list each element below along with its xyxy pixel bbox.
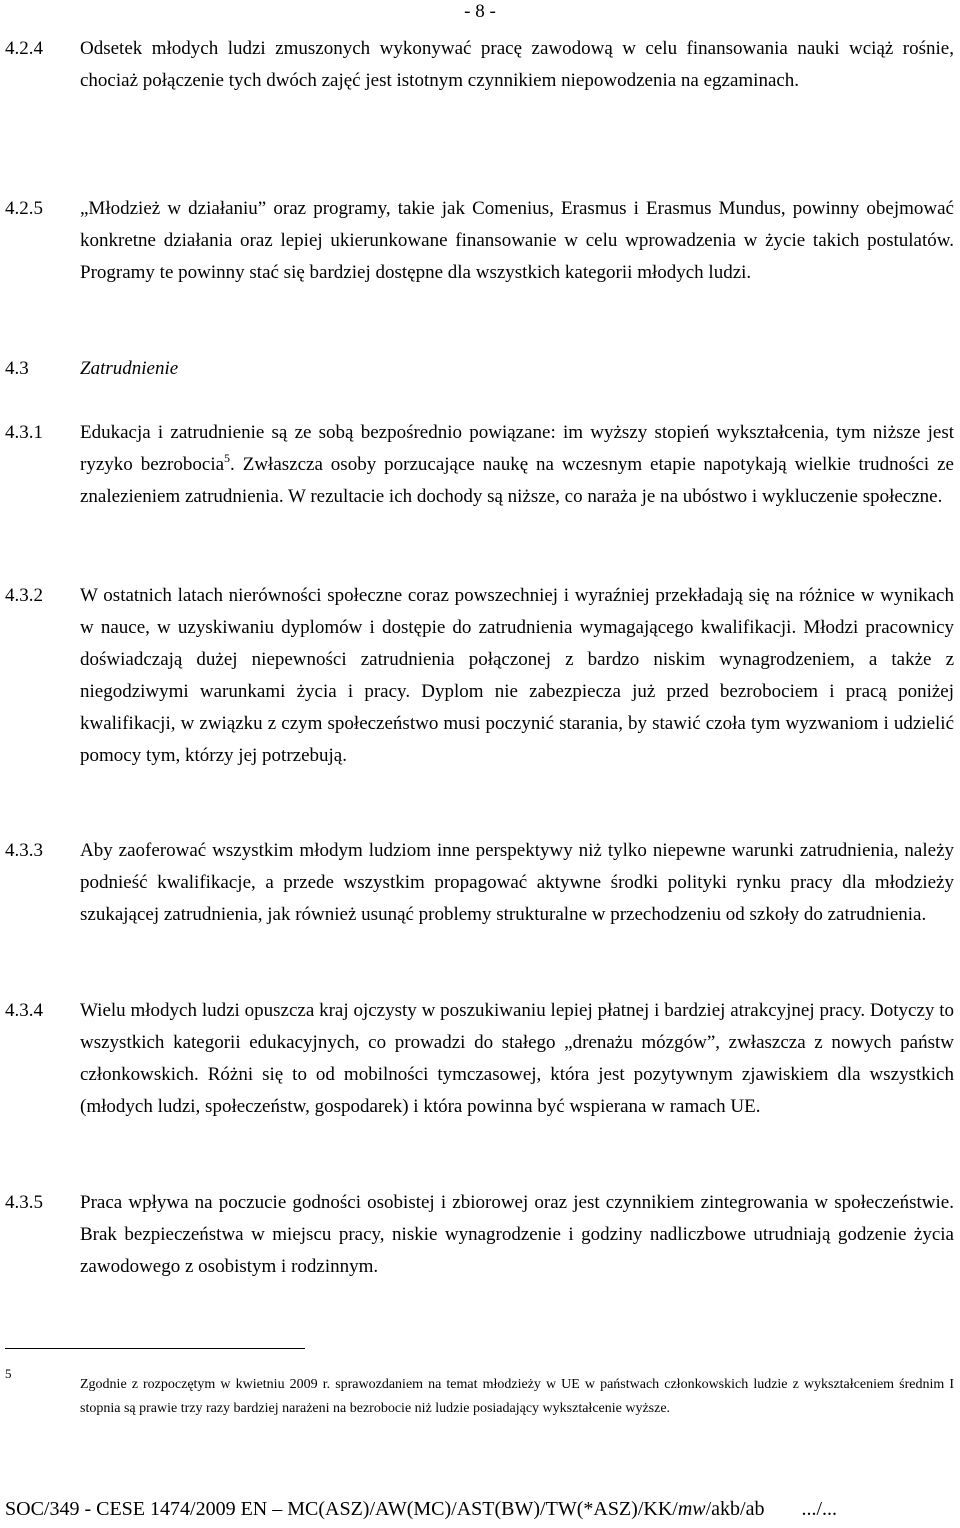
section-heading: [0, 353, 960, 385]
section-number: 4.3: [5, 358, 29, 379]
paragraph-4-3-1: [0, 417, 960, 513]
paragraph-text: W ostatnich latach nierówności społeczne coraz powszechniej i wyraźniej przekładają się na różnice w wynikach w nauce, w uzyskiwaniu dyplomów i dostępie do zatrudnienia wymagającego kwalifikacji. Młodzi pracownicy doświadczają dużej niepewności zatrudnienia połączonej z bardzo niskim wynagrodzeniem, a także z niegodziwymi warunkami życia i pracy. Dyplom nie zabezpiecza już przed bezrobociem i pracą poniżej kwalifikacji, w związku z czym społeczeństwo musi poczynić starania, by stawić czoła tym wyzwaniom i udzielić pomocy tym, którzy jej potrzebują.: [80, 585, 954, 766]
paragraph-text: Praca wpływa na poczucie godności osobistej i zbiorowej oraz jest czynnikiem zintegrowania w społeczeństwie. Brak bezpieczeństwa w miejscu pracy, niskie wynagrodzenie i godziny nadliczbowe utrudniają godzenie życia zawodowego z osobistym i rodzinnym.: [80, 1192, 954, 1277]
paragraph-text: [80, 417, 954, 513]
paragraph-text: „Młodzież w działaniu” oraz programy, takie jak Comenius, Erasmus i Erasmus Mundus, powinny obejmować konkretne działania oraz lepiej ukierunkowane finansowanie w celu wprowadzenia w życie takich postulatów. Programy te powinny stać się bardziej dostępne dla wszystkich kategorii młodych ludzi.: [80, 198, 954, 283]
footnote-text: Zgodnie z rozpoczętym w kwietniu 2009 r. sprawozdaniem na temat młodzieży w UE w państwach członkowskich ludzie z wykształceniem średnim I stopnia są prawie trzy razy bardziej narażeni na bezrobocie niż ludzie posiadający wykształcenie wyższe.: [80, 1377, 954, 1416]
paragraph-number: 4.3.5: [5, 1192, 43, 1213]
paragraph-text-part: Edukacja i zatrudnienie są ze sobą bezpośrednio powiązane: im wyższy stopień wykształcenia, tym niższe jest ryzyko bezrobocia: [80, 422, 954, 475]
paragraph-4-3-2: [0, 580, 960, 772]
footnote-reference: 5: [224, 450, 231, 465]
section-title: Zatrudnienie: [80, 358, 179, 379]
paragraph-4-3-4: [0, 995, 960, 1123]
footer-reference: SOC/349 - CESE 1474/2009 EN – MC(ASZ)/AW(MC)/AST(BW)/TW(*ASZ)/KK/: [5, 1498, 678, 1520]
footer-initials: mw: [677, 1498, 706, 1520]
footer-continuation: [801, 1498, 837, 1520]
paragraph-number: 4.3.2: [5, 585, 43, 606]
paragraph-number: 4.3.3: [5, 840, 43, 861]
paragraph-text: Wielu młodych ludzi opuszcza kraj ojczysty w poszukiwaniu lepiej płatnej i bardziej atrakcyjnej pracy. Dotyczy to wszystkich kategorii edukacyjnych, co prowadzi do stałego „drenażu mózgów”, zwłaszcza z nowych państw członkowskich. Różni się to od mobilności tymczasowej, która jest pozytywnym zjawiskiem dla wszystkich (młodych ludzi, społeczeństw, gospodarek) i która powinna być wspierana w ramach UE.: [80, 1000, 954, 1117]
paragraph-text-part: . Zwłaszcza osoby porzucające naukę na wczesnym etapie napotykają wielkie trudności ze znalezieniem zatrudnienia. W rezultacie ich dochody są niższe, co naraża je na ubóstwo i wykluczenie społeczne.: [80, 454, 954, 507]
paragraph-4-3-5: [0, 1187, 960, 1283]
paragraph-text: Odsetek młodych ludzi zmuszonych wykonywać pracę zawodową w celu finansowania nauki wciąż rośnie, chociaż połączenie tych dwóch zajęć jest istotnym czynnikiem niepowodzenia na egzaminach.: [80, 38, 954, 91]
paragraph-text: Aby zaoferować wszystkim młodym ludziom inne perspektywy niż tylko niepewne warunki zatrudnienia, należy podnieść kwalifikacje, a przede wszystkim propagować aktywne środki polityki rynku pracy dla młodzieży szukającej zatrudnienia, jak również usunąć problemy strukturalne w przechodzeniu od szkoły do zatrudnienia.: [80, 840, 954, 925]
paragraph-4-2-4: [0, 33, 960, 97]
paragraph-number: 4.2.4: [5, 38, 43, 59]
document-footer: [5, 1496, 960, 1522]
footer-reference-tail: /akb/ab: [705, 1498, 765, 1520]
paragraph-number: 4.3.4: [5, 1000, 43, 1021]
page-number: - 8 -: [464, 1, 496, 22]
footnote-mark: 5: [5, 1366, 12, 1381]
paragraph-4-3-3: [0, 835, 960, 931]
continuation-mark: .../...: [801, 1498, 838, 1520]
footnote-separator: [5, 1348, 305, 1349]
paragraph-4-2-5: [0, 193, 960, 289]
paragraph-number: 4.2.5: [5, 198, 43, 219]
paragraph-number: 4.3.1: [5, 422, 43, 443]
